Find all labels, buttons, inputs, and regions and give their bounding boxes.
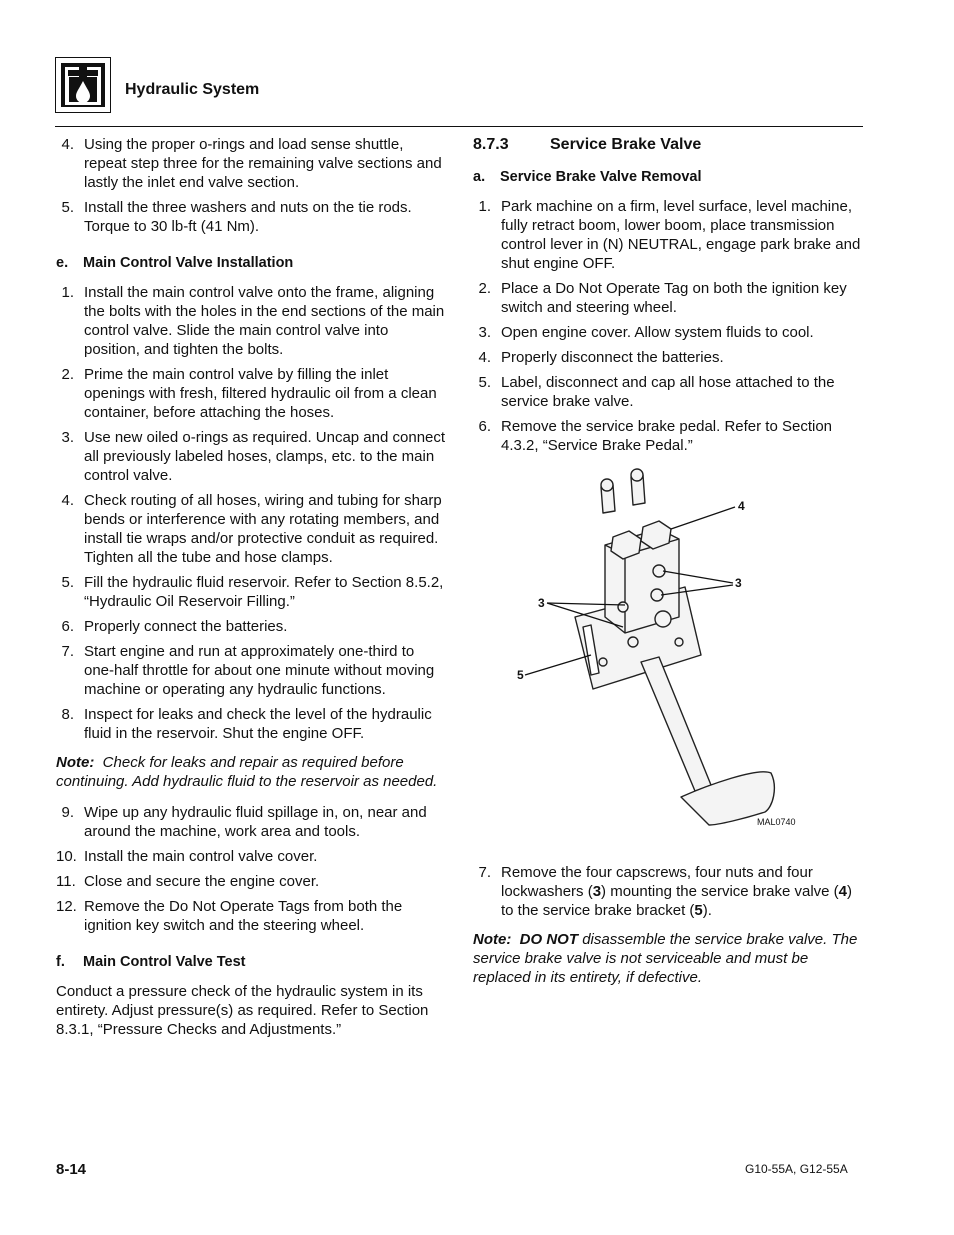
callout-3-left: 3: [538, 596, 545, 610]
list-item: 1. Install the main control valve onto the frame, aligning the bolts with the holes in the end sections of the main control valve. Slide the main control valve into position, and tighten the bolts.: [61, 284, 445, 358]
brake-valve-figure: [473, 467, 865, 847]
list-item: 7. Start engine and run at approximately one-third to one-half throttle for about one minute without moving machine or operating any hydraulic functions.: [61, 643, 435, 698]
test-paragraph: Conduct a pressure check of the hydraulic system in its entirety. Adjust pressure(s) as required. Refer to Section 8.3.1, “Pressure Checks and Adjustments.”: [56, 983, 429, 1038]
note-do-not-disassemble: Note: DO NOT disassemble the service brake valve. The service brake valve is not serviceable and must be replaced in its entirety, if defective.: [473, 931, 858, 986]
subheading-test: f. Main Control Valve Test: [56, 954, 246, 970]
list-item: 11. Close and secure the engine cover.: [56, 873, 320, 890]
list-item: 4. Check routing of all hoses, wiring and tubing for sharp bends or interference with any rotating members, and install tie wraps and/or protective conduit as required. Tighten all the tube and hose clamps.: [61, 492, 442, 566]
section-title: Hydraulic System: [125, 81, 260, 98]
list-item: 5. Label, disconnect and cap all hose attached to the service brake valve.: [478, 374, 835, 410]
steps-top-list: [56, 135, 448, 236]
list-item: 1. Park machine on a firm, level surface, level machine, fully retract boom, lower boom, place transmission control lever in (N) NEUTRAL, engage park brake and shut engine OFF.: [478, 198, 861, 272]
callout-3-right: 3: [735, 576, 742, 590]
subheading-removal: a. Service Brake Valve Removal: [473, 169, 702, 185]
list-item: 2. Prime the main control valve by filling the inlet openings with fresh, filtered hydraulic oil from a clean container, before attaching the hoses.: [61, 366, 437, 421]
callout-4: 4: [738, 499, 745, 513]
list-item: 4. Properly disconnect the batteries.: [478, 349, 724, 366]
list-item: 5. Fill the hydraulic fluid reservoir. Refer to Section 8.5.2, “Hydraulic Oil Reservoir Filling.”: [61, 574, 444, 610]
hydraulic-system-icon: [55, 57, 111, 113]
list-item: 2. Place a Do Not Operate Tag on both the ignition key switch and steering wheel.: [478, 280, 847, 316]
list-item: 9. Wipe up any hydraulic fluid spillage in, on, near and around the machine, work area and tools.: [61, 804, 427, 840]
model-numbers: G10-55A, G12-55A: [745, 1162, 848, 1176]
list-item: 3. Use new oiled o-rings as required. Uncap and connect all previously labeled hoses, clamps, etc. to the main control valve.: [61, 429, 446, 484]
removal-steps-list: [473, 197, 865, 455]
list-item: 7. Remove the four capscrews, four nuts and four lockwashers (3) mounting the service brake valve (4) to the service brake bracket (5).: [478, 864, 852, 919]
installation-steps-list: [56, 283, 448, 743]
list-item: 6. Remove the service brake pedal. Refer to Section 4.3.2, “Service Brake Pedal.”: [478, 418, 833, 454]
list-item: 12. Remove the Do Not Operate Tags from both the ignition key switch and the steering wheel.: [56, 898, 403, 934]
section-heading: 8.7.3 Service Brake Valve: [473, 136, 702, 153]
list-item: 8. Inspect for leaks and check the level of the hydraulic fluid in the reservoir. Shut the engine OFF.: [61, 706, 432, 742]
header-divider: [55, 126, 863, 127]
brake-valve-illustration: [473, 467, 865, 847]
subheading-installation: e. Main Control Valve Installation: [56, 255, 294, 271]
list-item: 4. Using the proper o-rings and load sense shuttle, repeat step three for the remaining valve sections and lastly the inlet end valve section.: [61, 136, 442, 191]
callout-5: 5: [517, 668, 524, 682]
right-column: [473, 135, 865, 999]
removal-steps-list-continued: [473, 863, 865, 920]
left-column: [56, 135, 448, 1039]
list-item: 10. Install the main control valve cover.: [56, 848, 318, 865]
list-item: 3. Open engine cover. Allow system fluids to cool.: [478, 324, 814, 341]
list-item: 5. Install the three washers and nuts on the tie rods. Torque to 30 lb-ft (41 Nm).: [61, 199, 412, 235]
figure-id: MAL0740: [757, 817, 796, 827]
page-number: 8-14: [56, 1161, 87, 1178]
installation-steps-list-continued: [56, 803, 448, 935]
list-item: 6. Properly connect the batteries.: [61, 618, 288, 635]
note-leaks: Note: Check for leaks and repair as required before continuing. Add hydraulic fluid to the reservoir as needed.: [56, 754, 438, 790]
